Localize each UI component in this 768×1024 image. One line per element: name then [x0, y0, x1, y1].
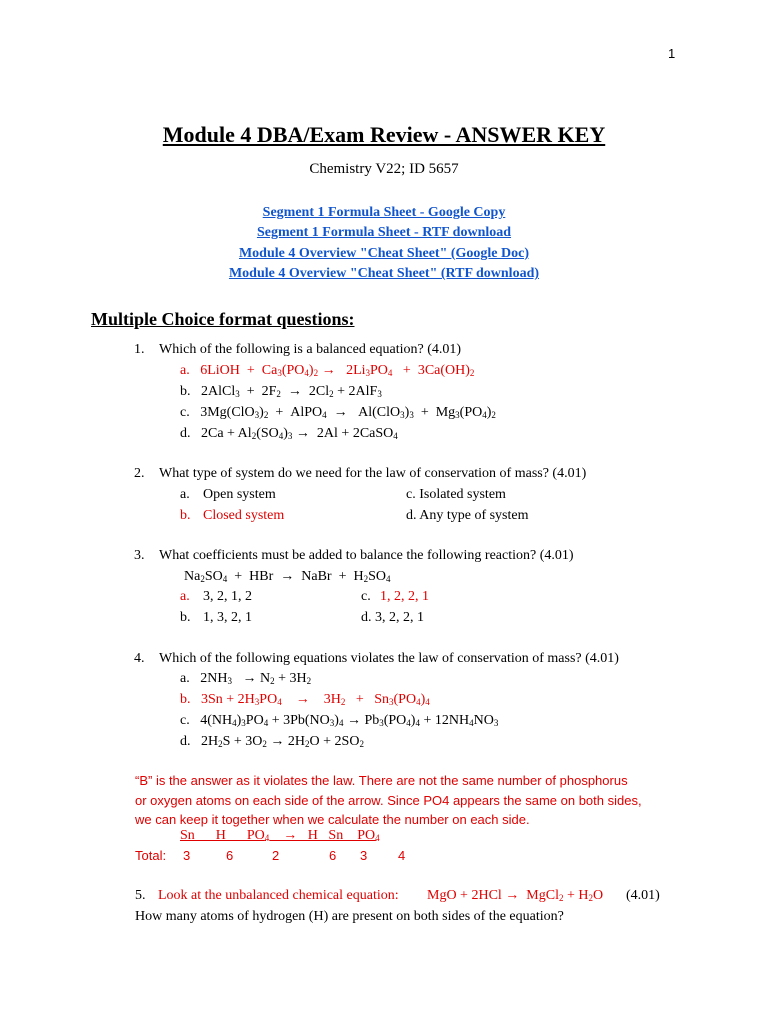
resource-links: [0, 203, 768, 285]
total-label: Total:: [135, 848, 167, 863]
explanation-line: or oxygen atoms on each side of the arrow. Since PO4 appears the same on both sides,: [135, 792, 642, 808]
answer-option-c: c. $3Mg(ClO_3)_2$ + AlPO$_4$ → $Al(ClO_3)_3 + Mg_3(PO_4)_2$: [180, 405, 496, 420]
page-title: Module 4 DBA/Exam Review - ANSWER KEY: [162, 122, 606, 147]
question-text: What type of system do we need for the law of conservation of mass? (4.01): [159, 466, 587, 481]
answer-option-a-letter: a.: [180, 487, 190, 502]
answer-option-b-letter: b.: [180, 610, 191, 625]
answer-option-c: c. Isolated system: [406, 487, 506, 502]
total-value: 3: [183, 848, 191, 863]
link-cheat-sheet-rtf[interactable]: Module 4 Overview "Cheat Sheet" (RTF download): [228, 266, 540, 282]
total-value: 2: [272, 848, 280, 863]
question-number: 4.: [134, 651, 145, 666]
question-equation: MgO + 2HCl → MgCl$_2$ + $H_2O$: [427, 888, 604, 903]
link-cheat-sheet-google[interactable]: Module 4 Overview "Cheat Sheet" (Google Doc): [238, 245, 530, 261]
page-subtitle: Chemistry V22; ID 5657: [309, 161, 459, 177]
question-text: Which of the following is a balanced equation? (4.01): [159, 342, 462, 357]
page-number: 1: [668, 46, 676, 61]
question-number: 2.: [134, 466, 145, 481]
answer-explanation: [135, 771, 642, 830]
answer-option-c: 1, 2, 2, 1: [380, 589, 429, 604]
section-heading: Multiple Choice format questions:: [91, 309, 355, 329]
answer-option-a-letter: a.: [180, 589, 190, 604]
total-value: 6: [329, 848, 337, 863]
answer-option-a: a. $2NH_3 \to N_2 + 3H_2$: [180, 671, 312, 686]
link-formula-sheet-google[interactable]: Segment 1 Formula Sheet - Google Copy: [262, 205, 506, 220]
question-text: What coefficients must be added to balance the following reaction? (4.01): [159, 548, 574, 563]
link-formula-sheet-rtf[interactable]: Segment 1 Formula Sheet - RTF download: [256, 225, 512, 241]
total-value: 6: [226, 848, 234, 863]
answer-option-d: d. 3, 2, 2, 1: [361, 610, 424, 625]
total-value: 3: [360, 848, 368, 863]
answer-option-d: d. $2H_2S + 3O_2 \to 2H_2O + 2SO_2$: [180, 734, 364, 749]
answer-option-a: 3, 2, 1, 2: [203, 589, 252, 604]
reaction-equation: $Na_2SO_4$ + HBr → NaBr + $H_2SO_4$: [184, 569, 391, 584]
answer-option-c-letter: c.: [361, 589, 371, 604]
question-reference: (4.01): [626, 888, 660, 903]
answer-option-b: 1, 3, 2, 1: [203, 610, 252, 625]
question-text: How many atoms of hydrogen (H) are present on both sides of the equation?: [135, 909, 564, 924]
question-number: 5.: [135, 888, 146, 903]
answer-option-b-letter: b.: [180, 508, 191, 523]
question-number: 1.: [134, 342, 145, 357]
answer-option-b: b. 2AlCl$_3$ + $2F_2 \to 2Cl_2 + 2AlF_3$: [180, 384, 382, 399]
answer-option-a: a. 6LiOH + $Ca_3(PO_4)_2 \to 2Li_3PO_4 + 3Ca(OH)_2$: [180, 363, 475, 378]
question-text: Which of the following equations violates the law of conservation of mass? (4.01): [159, 651, 619, 666]
answer-option-a: Open system: [203, 487, 276, 502]
explanation-line: “B” is the answer as it violates the law. There are not the same number of phosphorus: [135, 773, 628, 788]
total-value: 4: [398, 848, 406, 863]
answer-option-d: d. $2Ca + Al_2(SO_4)_3 \to 2Al$ + 2CaSO$_4$: [180, 426, 398, 441]
question-lead: Look at the unbalanced chemical equation:: [158, 888, 399, 903]
table-header: Sn H $PO_4$ → H Sn $PO_4$: [180, 828, 380, 843]
answer-option-c: c. $4(NH_4)_3PO_4 + 3Pb(NO_3)_4 \to Pb_3(PO_4)_4 + 12NH_4NO_3$: [180, 713, 499, 728]
explanation-line: we can keep it together when we calculate the number on each side.: [135, 812, 530, 827]
answer-option-b: Closed system: [203, 508, 285, 523]
answer-option-d: d. Any type of system: [406, 508, 529, 523]
question-number: 3.: [134, 548, 145, 563]
answer-option-b: b. $3Sn + 2H_3PO_4$ → $3H_2 + Sn_3(PO_4)_4$: [180, 692, 430, 707]
